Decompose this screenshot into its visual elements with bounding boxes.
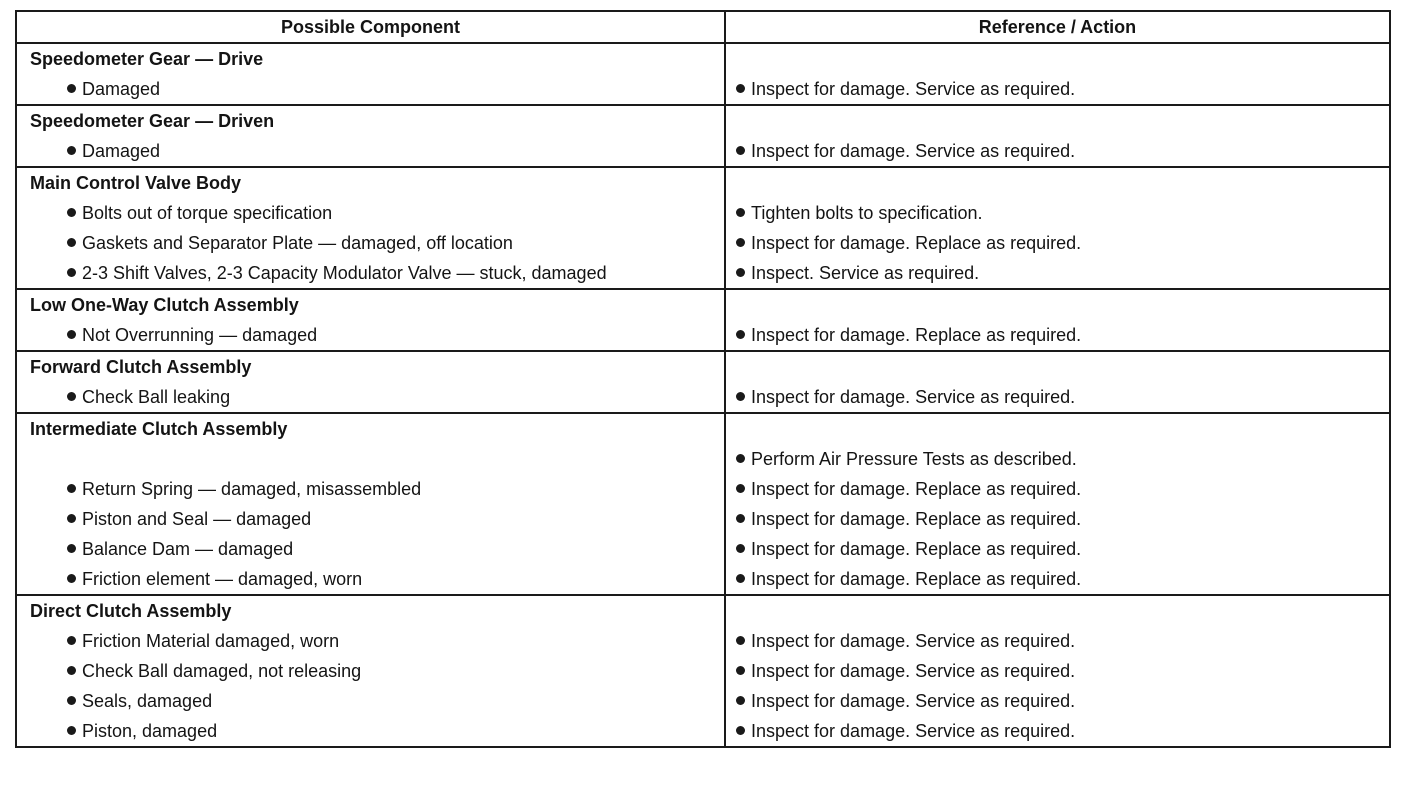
title-spacer <box>726 44 1389 74</box>
cause-text: Damaged <box>82 79 161 99</box>
action-cell <box>725 289 1390 351</box>
action-text: Inspect for damage. Service as required. <box>751 79 1076 99</box>
action-text: Inspect for damage. Service as required. <box>751 631 1076 651</box>
section-title: Intermediate Clutch Assembly <box>30 419 288 439</box>
component-cell <box>16 105 725 167</box>
action-cell <box>725 595 1390 747</box>
header-row <box>16 11 1390 43</box>
section-row <box>16 105 1390 167</box>
cause-item <box>17 444 724 474</box>
action-item <box>726 656 1389 686</box>
action-item <box>726 320 1389 350</box>
cause-text: Damaged <box>82 141 161 161</box>
action-item <box>726 198 1389 228</box>
title-spacer <box>726 414 1389 444</box>
action-text: Inspect for damage. Service as required. <box>751 691 1076 711</box>
section-row <box>16 43 1390 105</box>
cause-item <box>17 258 724 288</box>
component-cell <box>16 351 725 413</box>
title-spacer <box>726 106 1389 136</box>
bullet-icon <box>736 544 745 553</box>
bullet-icon <box>67 696 76 705</box>
cause-text: 2-3 Shift Valves, 2-3 Capacity Modulator Valve — stuck, damaged <box>82 263 607 283</box>
title-spacer <box>726 168 1389 198</box>
section-title: Low One-Way Clutch Assembly <box>30 295 299 315</box>
cause-text: Return Spring — damaged, misassembled <box>82 479 422 499</box>
bullet-icon <box>67 392 76 401</box>
bullet-icon <box>67 666 76 675</box>
bullet-icon <box>67 544 76 553</box>
section-row <box>16 289 1390 351</box>
bullet-icon <box>736 330 745 339</box>
action-item <box>726 504 1389 534</box>
component-cell <box>16 289 725 351</box>
cause-text: Bolts out of torque specification <box>82 203 333 223</box>
action-item <box>726 686 1389 716</box>
action-text: Inspect for damage. Service as required. <box>751 721 1076 741</box>
section-row <box>16 413 1390 595</box>
action-cell <box>725 105 1390 167</box>
bullet-icon <box>736 146 745 155</box>
bullet-icon <box>736 208 745 217</box>
action-cell <box>725 43 1390 105</box>
bullet-icon <box>67 268 76 277</box>
section-row <box>16 351 1390 413</box>
action-text: Inspect for damage. Replace as required. <box>751 539 1082 559</box>
cause-item <box>17 198 724 228</box>
cause-item <box>17 504 724 534</box>
action-item <box>726 716 1389 746</box>
header-possible-component: Possible Component <box>16 11 725 43</box>
bullet-icon <box>736 726 745 735</box>
action-text: Inspect for damage. Service as required. <box>751 387 1076 407</box>
bullet-icon <box>736 268 745 277</box>
bullet-icon <box>736 484 745 493</box>
bullet-icon <box>67 514 76 523</box>
cause-item <box>17 626 724 656</box>
diagnosis-table <box>15 10 1391 748</box>
cause-text: Gaskets and Separator Plate — damaged, off location <box>82 233 513 253</box>
bullet-icon <box>736 514 745 523</box>
bullet-icon <box>67 574 76 583</box>
action-item <box>726 564 1389 594</box>
cause-item <box>17 564 724 594</box>
action-item <box>726 444 1389 474</box>
action-text: Inspect for damage. Replace as required. <box>751 569 1082 589</box>
title-spacer <box>726 290 1389 320</box>
bullet-icon <box>67 238 76 247</box>
bullet-icon <box>736 238 745 247</box>
cause-item <box>17 382 724 412</box>
cause-item <box>17 74 724 104</box>
action-item <box>726 534 1389 564</box>
bullet-icon <box>736 454 745 463</box>
section-row <box>16 595 1390 747</box>
action-text: Tighten bolts to specification. <box>751 203 983 223</box>
action-cell <box>725 413 1390 595</box>
action-text: Inspect for damage. Service as required. <box>751 661 1076 681</box>
action-text: Inspect. Service as required. <box>751 263 980 283</box>
section-title: Speedometer Gear — Driven <box>30 111 275 131</box>
action-cell <box>725 351 1390 413</box>
cause-text: Check Ball leaking <box>82 387 231 407</box>
action-item <box>726 626 1389 656</box>
section-title: Main Control Valve Body <box>30 173 242 193</box>
section-row <box>16 167 1390 289</box>
bullet-icon <box>67 208 76 217</box>
cause-item <box>17 320 724 350</box>
bullet-icon <box>736 666 745 675</box>
bullet-icon <box>736 84 745 93</box>
cause-text: Balance Dam — damaged <box>82 539 294 559</box>
component-cell <box>16 595 725 747</box>
bullet-icon <box>736 636 745 645</box>
bullet-icon <box>736 696 745 705</box>
bullet-icon <box>67 330 76 339</box>
action-cell <box>725 167 1390 289</box>
cause-item <box>17 716 724 746</box>
cause-text: Friction Material damaged, worn <box>82 631 340 651</box>
action-text: Inspect for damage. Replace as required. <box>751 479 1082 499</box>
cause-text: Seals, damaged <box>82 691 213 711</box>
cause-item <box>17 228 724 258</box>
section-title: Direct Clutch Assembly <box>30 601 232 621</box>
action-item <box>726 74 1389 104</box>
title-spacer <box>726 352 1389 382</box>
action-text: Inspect for damage. Replace as required. <box>751 325 1082 345</box>
bullet-icon <box>67 146 76 155</box>
title-spacer <box>726 596 1389 626</box>
section-title: Forward Clutch Assembly <box>30 357 252 377</box>
action-item <box>726 228 1389 258</box>
cause-item <box>17 534 724 564</box>
component-cell <box>16 167 725 289</box>
action-text: Inspect for damage. Replace as required. <box>751 233 1082 253</box>
bullet-icon <box>736 574 745 583</box>
cause-item <box>17 656 724 686</box>
bullet-icon <box>67 636 76 645</box>
action-item <box>726 136 1389 166</box>
bullet-icon <box>736 392 745 401</box>
cause-text: Piston and Seal — damaged <box>82 509 312 529</box>
bullet-icon <box>67 726 76 735</box>
cause-text: Friction element — damaged, worn <box>82 569 363 589</box>
cause-text: Not Overrunning — damaged <box>82 325 318 345</box>
action-item <box>726 258 1389 288</box>
cause-text: Piston, damaged <box>82 721 218 741</box>
section-title: Speedometer Gear — Drive <box>30 49 264 69</box>
cause-text: Check Ball damaged, not releasing <box>82 661 362 681</box>
action-item <box>726 474 1389 504</box>
action-text: Inspect for damage. Service as required. <box>751 141 1076 161</box>
component-cell <box>16 413 725 595</box>
cause-item <box>17 136 724 166</box>
action-text: Inspect for damage. Replace as required. <box>751 509 1082 529</box>
component-cell <box>16 43 725 105</box>
bullet-icon <box>67 484 76 493</box>
header-reference-action: Reference / Action <box>725 11 1390 43</box>
action-item <box>726 382 1389 412</box>
cause-item <box>17 686 724 716</box>
bullet-icon <box>67 84 76 93</box>
action-text: Perform Air Pressure Tests as described. <box>751 449 1077 469</box>
cause-item <box>17 474 724 504</box>
